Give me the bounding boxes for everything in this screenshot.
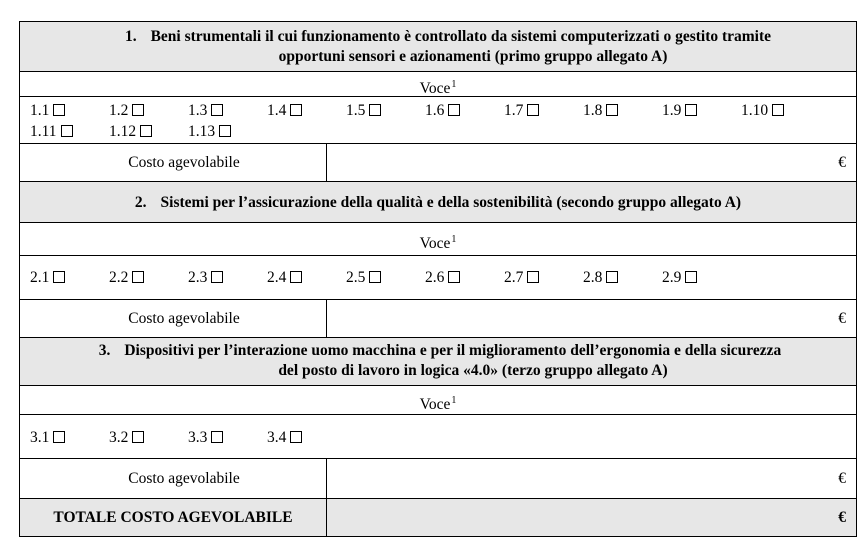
section-1-costo-row xyxy=(19,143,857,181)
checkbox-icon[interactable] xyxy=(527,271,539,283)
checkbox-icon[interactable] xyxy=(53,104,65,116)
footnote-marker: 1 xyxy=(451,79,457,90)
checkbox-icon[interactable] xyxy=(53,271,65,283)
checkbox-icon[interactable] xyxy=(132,431,144,443)
checkbox-item-3-3[interactable]: 3.3 xyxy=(188,429,223,447)
checkbox-icon[interactable] xyxy=(53,431,65,443)
costo-label: Costo agevolabile xyxy=(20,144,327,181)
checkbox-icon[interactable] xyxy=(448,271,460,283)
euro-symbol: € xyxy=(838,153,846,171)
form-table xyxy=(19,21,857,537)
checkbox-item-1-6[interactable]: 1.6 xyxy=(425,102,460,120)
checkbox-item-3-2[interactable]: 3.2 xyxy=(109,429,144,447)
checkbox-item-1-1[interactable]: 1.1 xyxy=(30,102,65,120)
checkbox-icon[interactable] xyxy=(132,271,144,283)
costo-input[interactable] xyxy=(327,144,856,181)
checkbox-icon[interactable] xyxy=(132,104,144,116)
costo-label: Costo agevolabile xyxy=(20,459,327,498)
section-2-title: Sistemi per l’assicurazione della qualità e della sostenibilità (secondo gruppo allegato A) xyxy=(160,194,742,211)
section-1-number: 1. xyxy=(124,28,137,45)
costo-label: Costo agevolabile xyxy=(20,300,327,337)
checkbox-icon[interactable] xyxy=(685,271,697,283)
section-3-voce: Voce$^1$ xyxy=(19,385,857,414)
checkbox-icon[interactable] xyxy=(685,104,697,116)
checkbox-item-2-6[interactable]: 2.6 xyxy=(425,269,460,287)
checkbox-item-1-11[interactable]: 1.11 xyxy=(30,123,73,141)
costo-input[interactable] xyxy=(327,459,856,498)
checkbox-item-2-8[interactable]: 2.8 xyxy=(583,269,618,287)
checkbox-icon[interactable] xyxy=(211,431,223,443)
checkbox-item-2-5[interactable]: 2.5 xyxy=(346,269,381,287)
checkbox-icon[interactable] xyxy=(219,125,231,137)
checkbox-icon[interactable] xyxy=(606,271,618,283)
checkbox-item-3-1[interactable]: 3.1 xyxy=(30,429,65,447)
checkbox-icon[interactable] xyxy=(140,125,152,137)
footnote-marker: 1 xyxy=(451,395,457,406)
footnote-marker: 1 xyxy=(451,234,457,245)
checkbox-item-1-9[interactable]: 1.9 xyxy=(662,102,697,120)
section-2-header xyxy=(19,181,857,222)
euro-symbol: € xyxy=(838,309,846,327)
checkbox-item-2-1[interactable]: 2.1 xyxy=(30,269,65,287)
section-2-number: 2. xyxy=(134,194,147,211)
section-1-voce: Voce$^1$ xyxy=(19,71,857,96)
checkbox-item-1-10[interactable]: 1.10 xyxy=(741,102,784,120)
checkbox-icon[interactable] xyxy=(448,104,460,116)
checkbox-icon[interactable] xyxy=(369,271,381,283)
checkbox-icon[interactable] xyxy=(211,271,223,283)
checkbox-icon[interactable] xyxy=(527,104,539,116)
checkbox-icon[interactable] xyxy=(369,104,381,116)
section-2-costo-row xyxy=(19,299,857,337)
section-3-items xyxy=(19,414,857,458)
checkbox-item-1-7[interactable]: 1.7 xyxy=(504,102,539,120)
checkbox-item-3-4[interactable]: 3.4 xyxy=(267,429,302,447)
checkbox-icon[interactable] xyxy=(290,431,302,443)
checkbox-item-1-4[interactable]: 1.4 xyxy=(267,102,302,120)
checkbox-item-1-12[interactable]: 1.12 xyxy=(109,123,152,141)
checkbox-icon[interactable] xyxy=(61,125,73,137)
totale-row xyxy=(19,498,857,537)
euro-symbol: € xyxy=(838,469,846,487)
euro-symbol: € xyxy=(838,508,846,526)
checkbox-item-1-5[interactable]: 1.5 xyxy=(346,102,381,120)
checkbox-item-2-9[interactable]: 2.9 xyxy=(662,269,697,287)
section-2-voce: Voce$^1$ xyxy=(19,222,857,255)
checkbox-item-2-3[interactable]: 2.3 xyxy=(188,269,223,287)
checkbox-item-2-7[interactable]: 2.7 xyxy=(504,269,539,287)
section-3-header xyxy=(19,337,857,385)
checkbox-item-1-8[interactable]: 1.8 xyxy=(583,102,618,120)
checkbox-icon[interactable] xyxy=(290,271,302,283)
checkbox-icon[interactable] xyxy=(290,104,302,116)
section-1-title-line2: opportuni sensori e azionamenti (primo gruppo allegato A) xyxy=(278,48,668,65)
section-3-costo-row xyxy=(19,458,857,498)
totale-label: TOTALE COSTO AGEVOLABILE xyxy=(20,499,327,536)
checkbox-item-1-13[interactable]: 1.13 xyxy=(188,123,231,141)
checkbox-icon[interactable] xyxy=(606,104,618,116)
costo-input[interactable] xyxy=(327,300,856,337)
section-3-number: 3. xyxy=(98,342,111,359)
checkbox-item-2-4[interactable]: 2.4 xyxy=(267,269,302,287)
checkbox-icon[interactable] xyxy=(211,104,223,116)
checkbox-icon[interactable] xyxy=(772,104,784,116)
checkbox-item-1-3[interactable]: 1.3 xyxy=(188,102,223,120)
checkbox-item-2-2[interactable]: 2.2 xyxy=(109,269,144,287)
section-3-title-line1: 3. Dispositivi per l’interazione uomo macchina e per il miglioramento dell’ergonomia e della sicurezza xyxy=(98,342,782,359)
checkbox-item-1-2[interactable]: 1.2 xyxy=(109,102,144,120)
section-1-title-line1: 1. Beni strumentali il cui funzionamento è controllato da sistemi computerizzati o gestito tramite xyxy=(124,28,772,45)
section-2-items xyxy=(19,255,857,299)
totale-input[interactable] xyxy=(327,499,856,536)
section-1-header xyxy=(19,21,857,71)
section-3-title-line2: del posto di lavoro in logica «4.0» (terzo gruppo allegato A) xyxy=(278,362,668,379)
section-1-items xyxy=(19,96,857,143)
